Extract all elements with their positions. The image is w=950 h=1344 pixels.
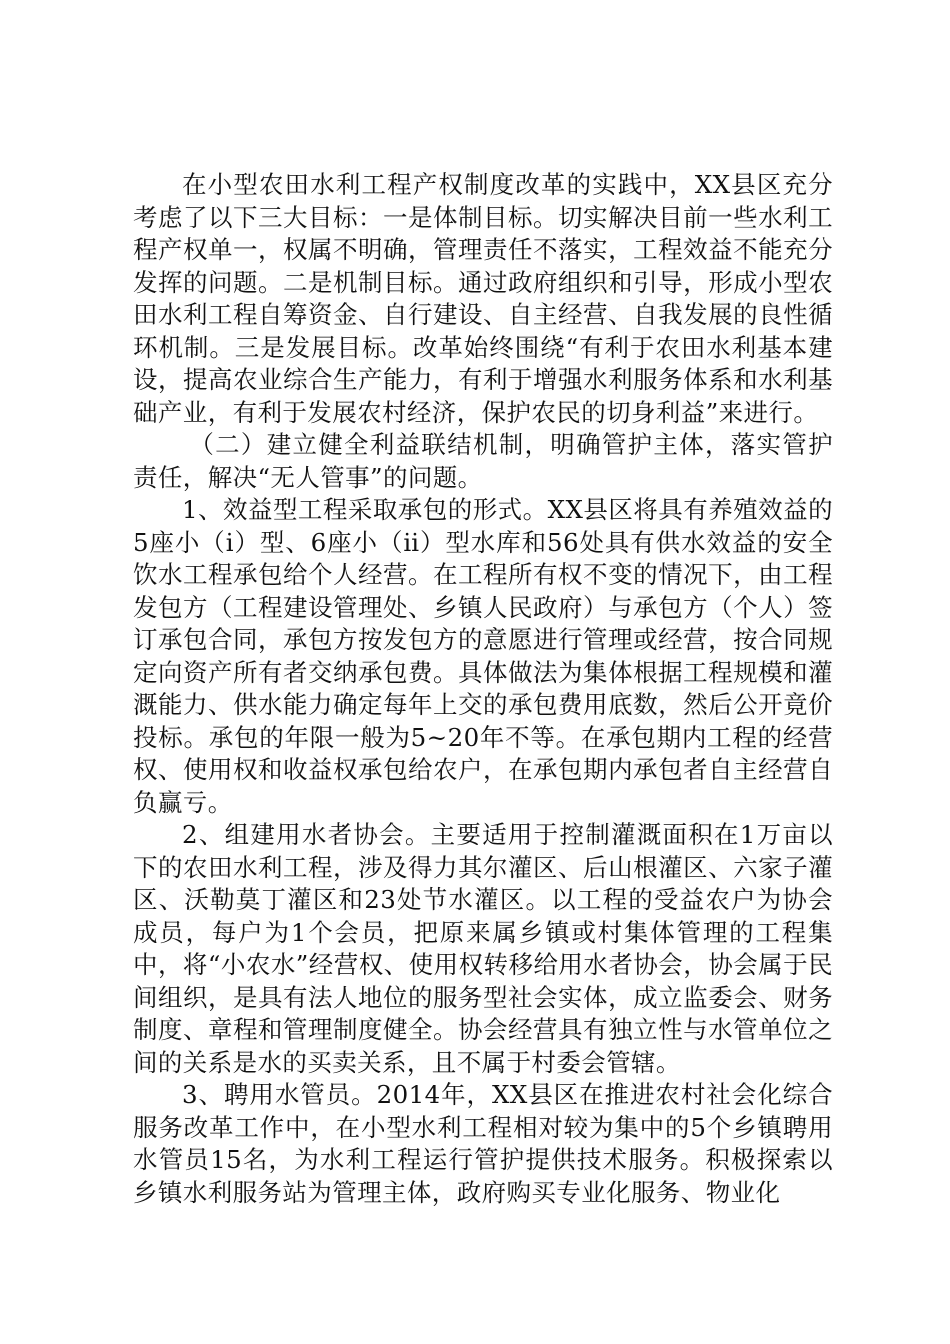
section-heading-benefit-mechanism: （二）建立健全利益联结机制，明确管护主体，落实管护责任，解决“无人管事”的问题。 — [133, 430, 833, 492]
paragraph-water-users-association: 2、组建用水者协会。主要适用于控制灌溉面积在1万亩以下的农田水利工程，涉及得力其尔灌区、后山根灌区、六家子灌区、沃勒莫丁灌区和23处节水灌区。以工程的受益农户为协会成员，每户为1个会员，把原来属乡镇或村集体管理的工程集中，将“小农水”经营权、使用权转移给用水者协会，协会属于民间组织，是具有法人地位的服务型社会实体，成立监委会、财务制度、章程和管理制度健全。协会经营具有独立性与水管单位之间的关系是水的买卖关系，且不属于村委会管辖。 — [133, 820, 833, 1077]
paragraph-contracting: 1、效益型工程采取承包的形式。XX县区将具有养殖效益的5座小（ⅰ）型、6座小（ⅱ）型水库和56处具有供水效益的安全饮水工程承包给个人经营。在工程所有权不变的情况下，由工程发包方（工程建设管理处、乡镇人民政府）与承包方（个人）签订承包合同，承包方按发包方的意愿进行管理或经营，按合同规定向资产所有者交纳承包费。具体做法为集体根据工程规模和灌溉能力、供水能力确定每年上交的承包费用底数，然后公开竟价投标。承包的年限一般为5~20年不等。在承包期内工程的经营权、使用权和收益权承包给农户，在承包期内承包者自主经营自负赢亏。 — [133, 495, 833, 817]
paragraph-reform-goals: 在小型农田水利工程产权制度改革的实践中，XX县区充分考虑了以下三大目标：一是体制目标。切实解决目前一些水利工程产权单一，权属不明确，管理责任不落实，工程效益不能充分发挥的问题。二是机制目标。通过政府组织和引导，形成小型农田水利工程自筹资金、自行建设、自主经营、自我发展的良性循环机制。三是发展目标。改革始终围绕“有利于农田水利基本建设，提高农业综合生产能力，有利于增强水利服务体系和水利基础产业，有利于发展农村经济，保护农民的切身利益”来进行。 — [133, 170, 833, 427]
paragraph-water-managers: 3、聘用水管员。2014年，XX县区在推进农村社会化综合服务改革工作中，在小型水利工程相对较为集中的5个乡镇聘用水管员15名，为水利工程运行管护提供技术服务。积极探索以乡镇水利服务站为管理主体，政府购买专业化服务、物业化 — [133, 1080, 833, 1207]
document-body — [133, 169, 833, 1209]
